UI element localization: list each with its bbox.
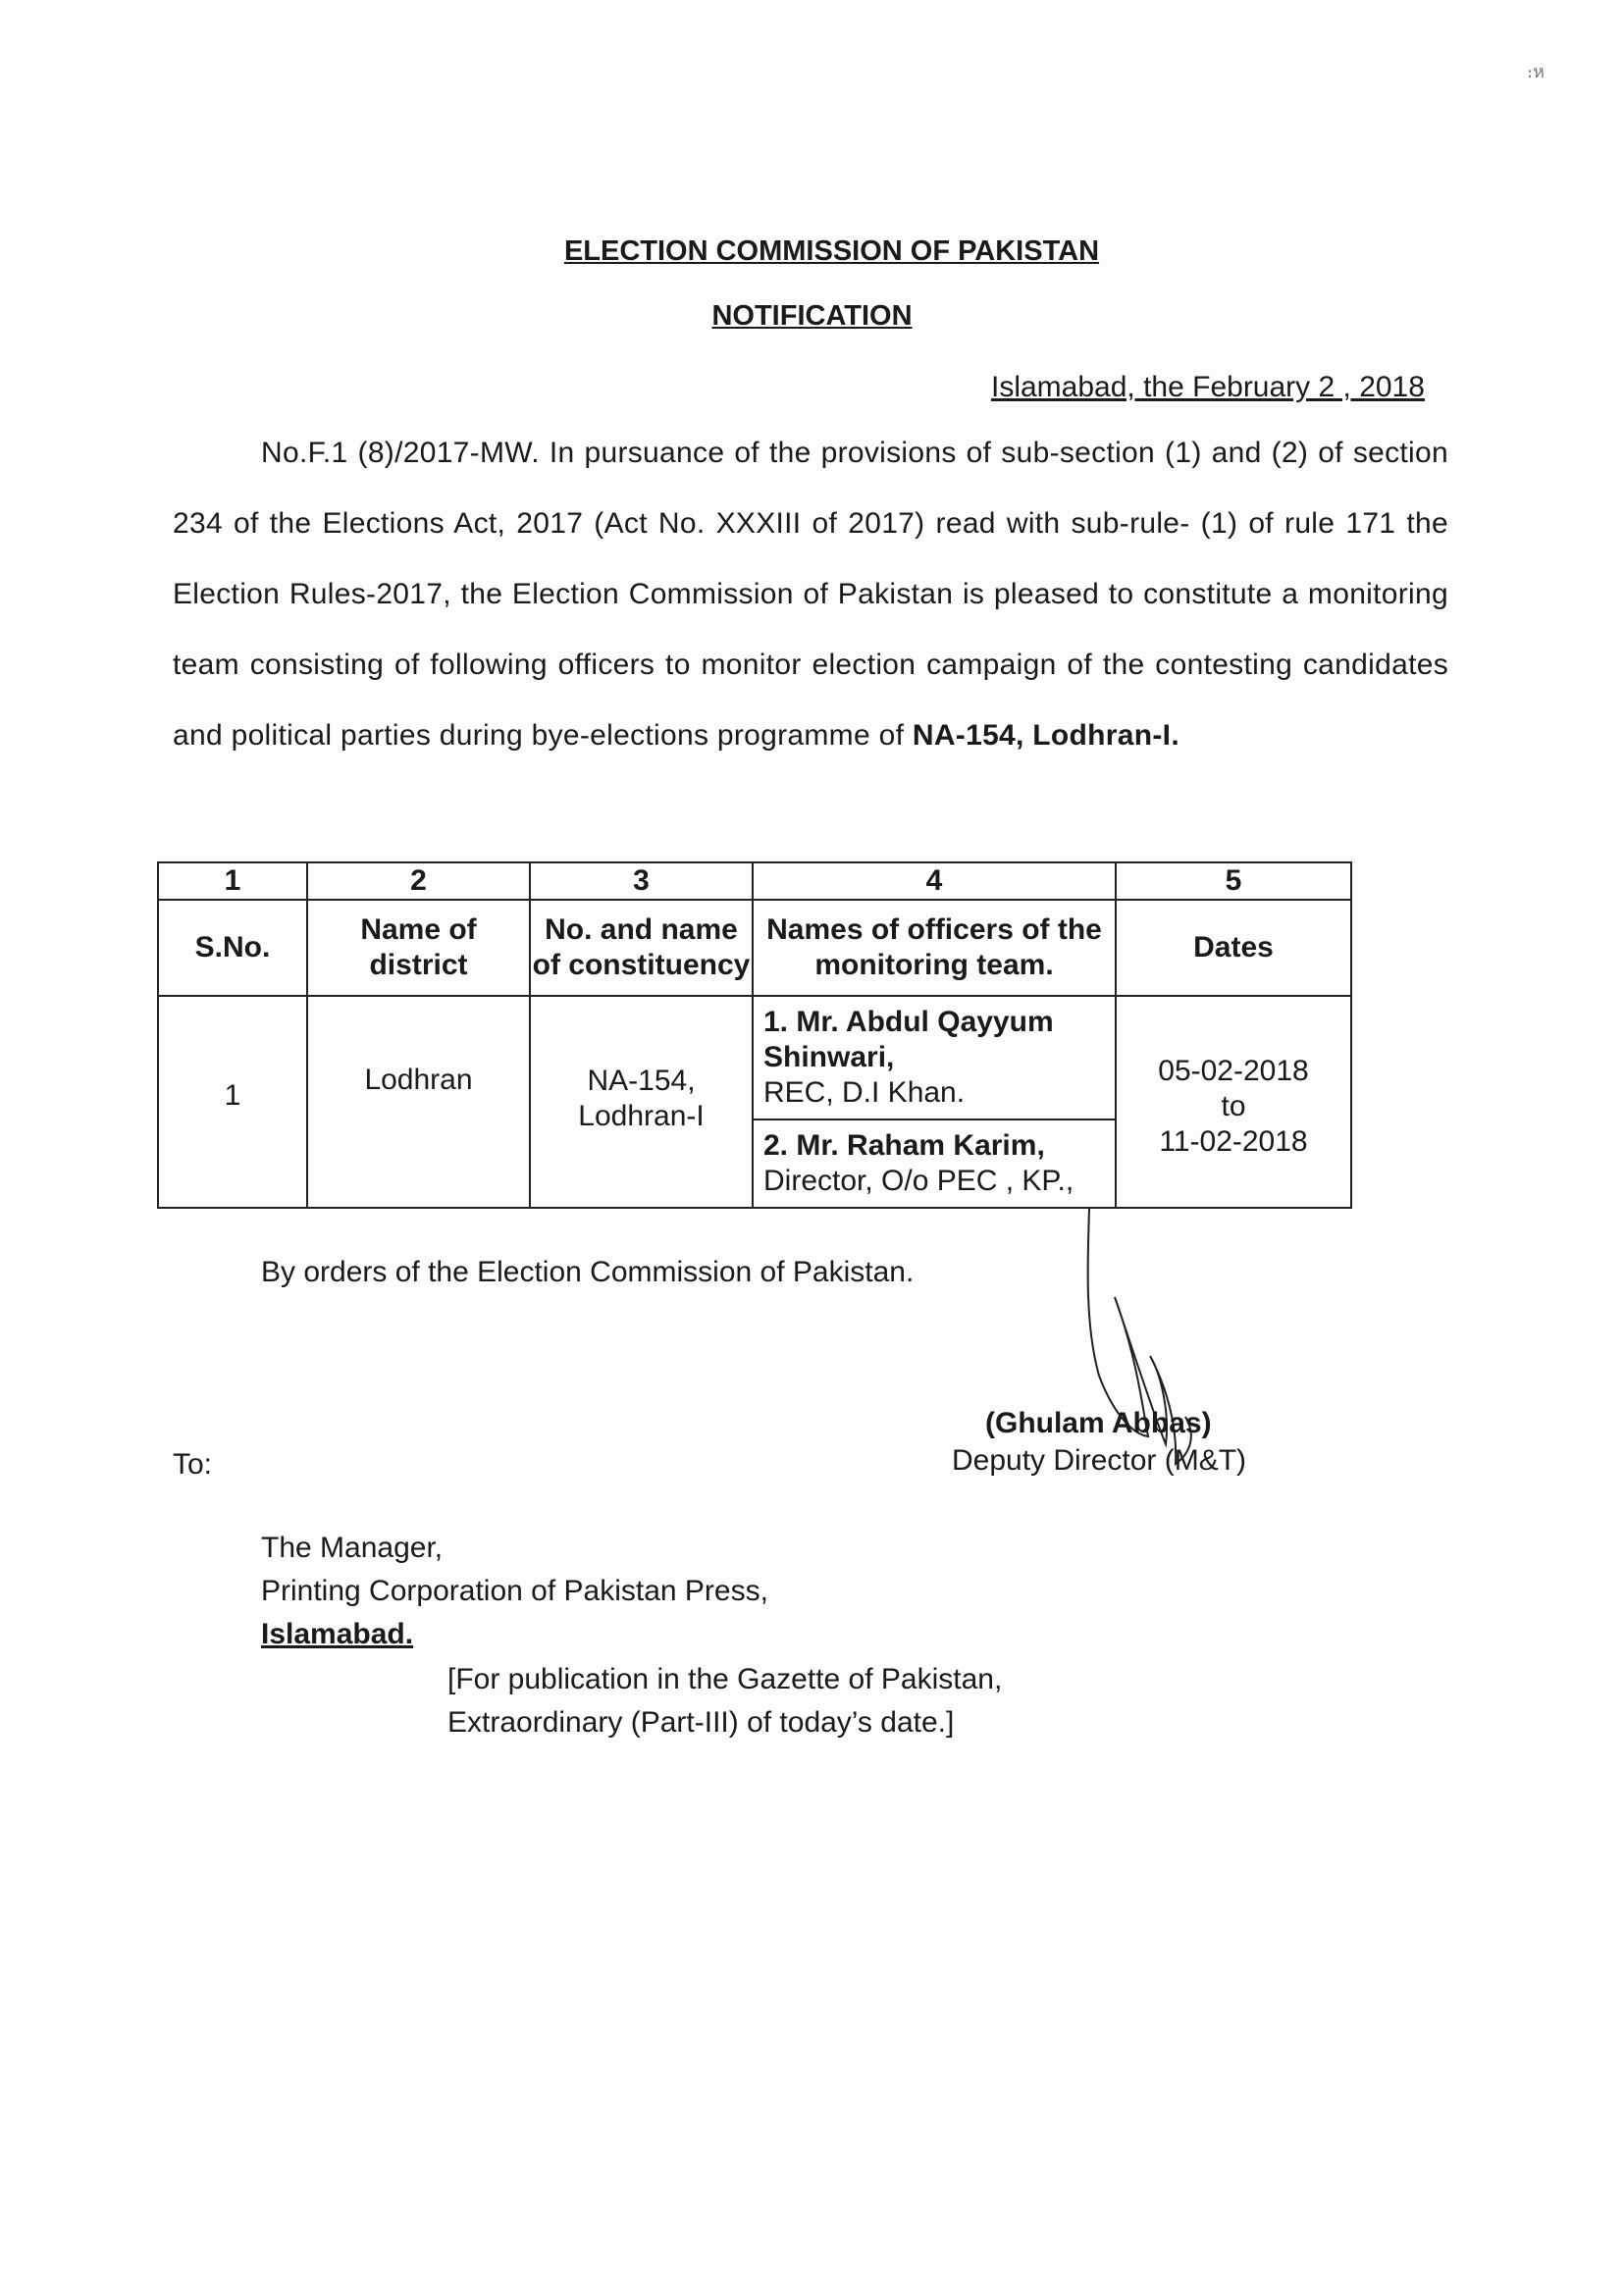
date-to: 11-02-2018	[1159, 1125, 1308, 1158]
cell-constituency	[530, 996, 753, 1208]
notification-title: NOTIFICATION	[711, 300, 913, 332]
monitoring-team-table	[157, 861, 1352, 1209]
by-orders-line: By orders of the Election Commission of Pakistan.	[261, 1256, 915, 1288]
col-number-4: 4	[753, 862, 1116, 900]
header-dates: Dates	[1116, 900, 1351, 996]
addressee-block	[261, 1527, 768, 1656]
publication-line1: [For publication in the Gazette of Pakistan,	[447, 1663, 1003, 1695]
header-sno: S.No.	[158, 900, 307, 996]
table-row	[158, 996, 1351, 1119]
cell-dates	[1116, 996, 1351, 1208]
column-number-row	[158, 862, 1351, 900]
col-number-2: 2	[307, 862, 530, 900]
header-row	[158, 900, 1351, 996]
col-number-1: 1	[158, 862, 307, 900]
publication-line2: Extraordinary (Part-III) of today’s date.]	[447, 1706, 955, 1739]
notification-paragraph	[173, 418, 1448, 771]
date-to-word: to	[1221, 1090, 1246, 1122]
date-line: Islamabad, the February 2 , 2018	[991, 371, 1425, 403]
constituency-line1: NA-154,	[587, 1065, 696, 1097]
commission-title: ELECTION COMMISSION OF PAKISTAN	[563, 235, 1100, 267]
publication-note	[447, 1658, 1002, 1744]
cell-sno: 1	[158, 996, 307, 1208]
header-officers: Names of officers of the monitoring team.	[753, 900, 1116, 996]
officer1-name: 1. Mr. Abdul Qayyum Shinwari,	[763, 1006, 1054, 1073]
officer2-post: Director, O/o PEC , KP.,	[763, 1165, 1074, 1197]
paragraph-text: No.F.1 (8)/2017-MW. In pursuance of the provisions of sub-section (1) and (2) of section 234 of the Elections Act, 2017 (Act No. XXXIII of 2017) read with sub-rule- (1) of rule 171 the Election Rules-2017, the Election Commission of Pakistan is pleased to constitute a monitoring team consisting of following officers to monitor election campaign of the contesting candidates and political parties during bye-elections programme of	[173, 437, 1448, 752]
addressee-line2: Printing Corporation of Pakistan Press,	[261, 1575, 768, 1607]
officer1-post: REC, D.I Khan.	[763, 1076, 966, 1109]
header-district: Name of district	[307, 900, 530, 996]
col-number-5: 5	[1116, 862, 1351, 900]
constituency-bold: NA-154, Lodhran-I.	[912, 719, 1179, 752]
header-constituency: No. and name of constituency	[530, 900, 753, 996]
addressee-line1: The Manager,	[261, 1532, 444, 1564]
to-label: To:	[173, 1448, 213, 1481]
cell-officer-2	[753, 1119, 1116, 1208]
addressee-city: Islamabad.	[261, 1618, 414, 1650]
corner-mark: ։ห	[1527, 62, 1545, 81]
signatory-designation: Deputy Director (M&T)	[952, 1444, 1247, 1477]
cell-officer-1	[753, 996, 1116, 1119]
signatory-name: (Ghulam Abbas)	[985, 1407, 1212, 1439]
cell-district: Lodhran	[307, 996, 530, 1208]
constituency-line2: Lodhran-I	[578, 1100, 705, 1132]
col-number-3: 3	[530, 862, 753, 900]
officer2-name: 2. Mr. Raham Karim,	[763, 1129, 1045, 1162]
date-from: 05-02-2018	[1158, 1055, 1309, 1087]
